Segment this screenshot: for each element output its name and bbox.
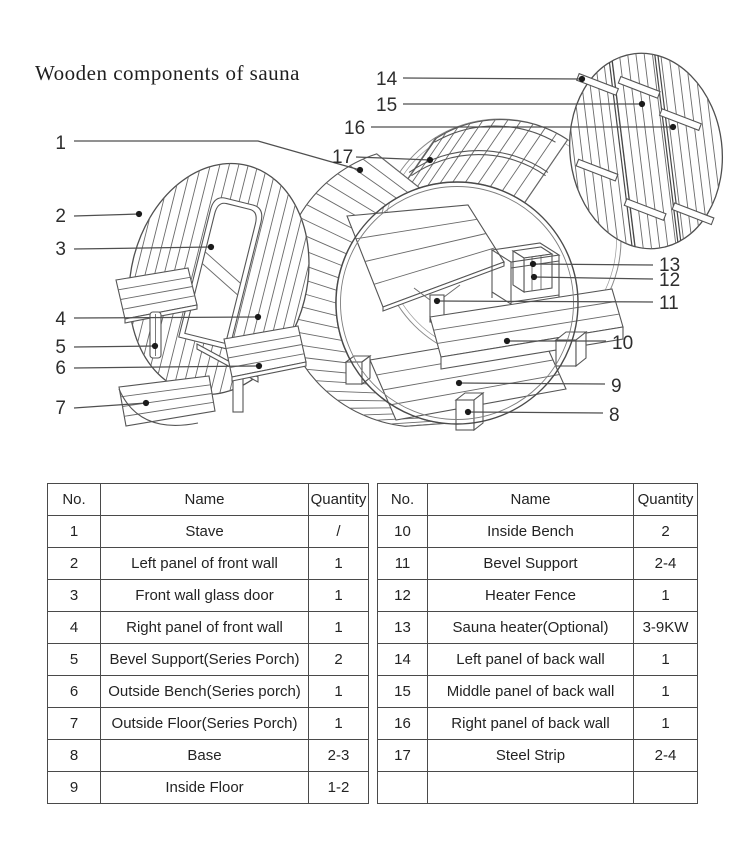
table-cell: / [309,516,369,548]
callout-label-8: 8 [609,405,620,426]
leader-dot [465,409,471,415]
leader-dot [531,274,537,280]
table-cell [378,772,428,804]
table-cell: Left panel of front wall [101,548,309,580]
leader-line [74,214,139,216]
leader-dot [143,400,149,406]
leader-dot [427,157,433,163]
callout-label-11: 11 [659,293,679,314]
table-row [48,548,369,580]
column-header: Quantity [309,484,369,516]
table-row [48,708,369,740]
callout-label-17: 17 [332,147,354,168]
column-header: No. [48,484,101,516]
table-row [378,740,698,772]
table-row [378,516,698,548]
table-row [378,612,698,644]
leader-line [468,412,603,413]
table-cell: 1-2 [309,772,369,804]
callout-label-13: 13 [659,255,681,276]
table-cell: 14 [378,644,428,676]
table-cell [634,772,698,804]
callout-label-16: 16 [344,118,366,139]
table-cell: 1 [309,708,369,740]
leader-line [437,301,653,302]
leader-dot [255,314,261,320]
leader-dot [530,261,536,267]
leader-dot [579,76,585,82]
sauna-heater [513,247,552,292]
callout-label-9: 9 [611,376,622,397]
table-row [48,580,369,612]
leader-dot [456,380,462,386]
table-row [48,676,369,708]
callout-label-1: 1 [55,133,66,154]
table-cell: 1 [309,548,369,580]
column-header: Name [101,484,309,516]
table-cell: 8 [48,740,101,772]
table-cell: Bevel Support(Series Porch) [101,644,309,676]
inside-bench-upper [347,205,504,311]
table-cell: 1 [309,580,369,612]
table-row [378,580,698,612]
callout-label-3: 3 [55,239,66,260]
column-header: Name [428,484,634,516]
table-cell: 10 [378,516,428,548]
leader-dot [357,167,363,173]
table-cell: 13 [378,612,428,644]
leader-dot [136,211,142,217]
table-cell: Steel Strip [428,740,634,772]
callout-label-10: 10 [612,333,634,354]
table-cell: Base [101,740,309,772]
diagram-title: Wooden components of sauna [35,61,300,85]
leader-line [403,78,582,79]
table-cell: 2-4 [634,548,698,580]
table-cell: 1 [634,644,698,676]
table-cell: 1 [309,676,369,708]
table-cell: Middle panel of back wall [428,676,634,708]
front-wall-illustration [105,144,333,426]
table-row [378,548,698,580]
parts-table-left [47,483,369,804]
table-row [48,516,369,548]
table-cell: 2 [634,516,698,548]
leader-dot [639,101,645,107]
leader-dot [434,298,440,304]
leader-dot [152,343,158,349]
table-cell: 6 [48,676,101,708]
table-cell: 2 [309,644,369,676]
column-header: Quantity [634,484,698,516]
table-cell: Sauna heater(Optional) [428,612,634,644]
table-cell: Right panel of front wall [101,612,309,644]
table-cell: Right panel of back wall [428,708,634,740]
back-wall-illustration [558,41,733,260]
table-row [378,676,698,708]
leader-dot [208,244,214,250]
table-cell: 2-4 [634,740,698,772]
table-row [48,644,369,676]
table-cell: 3-9KW [634,612,698,644]
table-row [378,708,698,740]
table-cell: Outside Bench(Series porch) [101,676,309,708]
table-row [48,772,369,804]
table-cell: Inside Bench [428,516,634,548]
table-cell: 4 [48,612,101,644]
table-cell: 16 [378,708,428,740]
table-cell: Bevel Support [428,548,634,580]
table-row [48,612,369,644]
table-cell: 11 [378,548,428,580]
table-cell: Front wall glass door [101,580,309,612]
table-cell: 2 [48,548,101,580]
table-cell: 7 [48,708,101,740]
table-cell: 1 [634,676,698,708]
callout-label-15: 15 [376,95,398,116]
callout-label-5: 5 [55,337,66,358]
leader-dot [256,363,262,369]
table-cell: Stave [101,516,309,548]
callout-label-7: 7 [55,398,66,419]
table-cell: 17 [378,740,428,772]
callout-label-6: 6 [55,358,66,379]
callout-label-14: 14 [376,69,398,90]
table-row [378,644,698,676]
table-row [48,740,369,772]
table-cell: 1 [634,708,698,740]
table-cell: 1 [48,516,101,548]
table-cell: 9 [48,772,101,804]
table-cell: 1 [309,612,369,644]
leader-dot [670,124,676,130]
table-cell: Inside Floor [101,772,309,804]
table-cell: Heater Fence [428,580,634,612]
table-cell: 12 [378,580,428,612]
table-row [378,772,698,804]
table-cell: 1 [634,580,698,612]
table-cell: Outside Floor(Series Porch) [101,708,309,740]
table-cell: 5 [48,644,101,676]
table-cell: 3 [48,580,101,612]
callout-label-12: 12 [659,270,681,291]
table-cell: 2-3 [309,740,369,772]
column-header: No. [378,484,428,516]
table-cell: 15 [378,676,428,708]
callout-label-4: 4 [55,309,66,330]
parts-table-right [377,483,698,804]
table-cell [428,772,634,804]
outside-floor [119,376,215,426]
leader-dot [504,338,510,344]
table-cell: Left panel of back wall [428,644,634,676]
callout-label-2: 2 [55,206,66,227]
